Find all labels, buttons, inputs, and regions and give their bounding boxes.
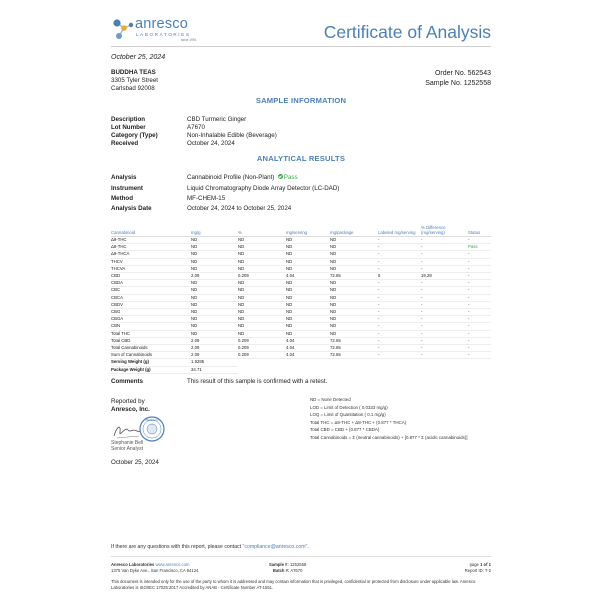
table-row — [111, 337, 491, 344]
table-cell: ND — [238, 323, 286, 330]
footer-divider — [111, 556, 491, 557]
table-cell: - — [468, 258, 491, 265]
empty-cell — [421, 366, 468, 373]
table-cell: - — [468, 337, 491, 344]
table-cell: - — [378, 244, 421, 251]
table-cell: ND — [286, 323, 330, 330]
table-row — [111, 323, 491, 330]
logo-name: anresco — [135, 16, 188, 32]
table-cell: ND — [330, 244, 378, 251]
analyst-block — [111, 440, 143, 452]
table-cell: ND — [191, 287, 238, 294]
table-cell: ND — [286, 251, 330, 258]
cannabinoid-name: CBN — [111, 323, 191, 330]
table-cell: 2.09 — [191, 352, 238, 359]
empty-cell — [468, 366, 491, 373]
reported-by-block — [111, 398, 150, 414]
table-cell: 0.209 — [238, 345, 286, 352]
table-row — [111, 330, 491, 337]
table-cell: - — [468, 251, 491, 258]
table-cell: ND — [286, 244, 330, 251]
table-cell: 2.09 — [191, 273, 238, 280]
table-row — [111, 352, 491, 359]
note-line: Total CBD = CBD + (0.877 * CBDA) — [310, 427, 380, 432]
empty-cell — [378, 366, 421, 373]
table-cell: ND — [286, 316, 330, 323]
cannabinoid-name: Total Cannabinoids — [111, 345, 191, 352]
table-cell: - — [378, 337, 421, 344]
table-cell: 5 — [378, 273, 421, 280]
comments-label: Comments — [111, 378, 143, 385]
table-cell: ND — [238, 244, 286, 251]
table-cell: - — [378, 330, 421, 337]
table-row — [111, 237, 491, 244]
table-cell: ND — [330, 330, 378, 337]
table-cell: - — [468, 330, 491, 337]
table-cell: ND — [191, 316, 238, 323]
table-cell: - — [421, 330, 468, 337]
signed-date: October 25, 2024 — [111, 459, 159, 466]
column-header: mg/g — [191, 224, 238, 237]
table-cell: 4.04 — [286, 345, 330, 352]
table-cell: - — [468, 273, 491, 280]
table-cell: - — [421, 316, 468, 323]
sample-number: Sample No. 1252558 — [425, 79, 491, 87]
table-cell: - — [468, 309, 491, 316]
empty-cell — [238, 359, 286, 366]
table-cell: 2.09 — [191, 345, 238, 352]
footer-page-info: page 1 of 1 Report ID: T-2 — [464, 562, 491, 573]
table-cell: ND — [238, 330, 286, 337]
table-row — [111, 251, 491, 258]
note-line: LOQ = Limit of Quantitation ( 0.1 mg/g) — [310, 412, 386, 417]
contact-text: If there are any questions with this report, please contact — [111, 544, 242, 550]
logo-since: since 1991 — [181, 38, 197, 42]
footer-lab-name: Anresco Laboratories — [111, 562, 155, 567]
table-cell: ND — [191, 265, 238, 272]
table-cell: ND — [191, 280, 238, 287]
table-cell: - — [468, 265, 491, 272]
table-cell: - — [421, 258, 468, 265]
accreditation-seal-icon — [139, 416, 165, 442]
table-cell: - — [421, 345, 468, 352]
table-cell: - — [378, 287, 421, 294]
footer-sample-info: Sample #: 1252558 Batch #: A7670 — [269, 562, 307, 573]
table-cell: 19.28 — [421, 273, 468, 280]
empty-cell — [421, 359, 468, 366]
cannabinoid-name: Total THC — [111, 330, 191, 337]
cannabinoid-name: Δ8-THC — [111, 244, 191, 251]
table-cell: ND — [191, 301, 238, 308]
coa-page: anresco LABORATORIES since 1991 Certificate of Analysis October 25, 2024 BUDDHA TEAS 3305 Tyler Street Carlsbad 92008 Order No. 562543 Sample No. 1252558 SAMPLE INFORMATION Description CBD Turmeric Ginger Lot Number A7670 Category (Type) Non-Inhalable Edible (Beverage) Received October 24, 2024 ANALYTICAL RESULTS Analysis Cannabinoid Profile (Non-Plant) Pass Instrument Liquid Chromatography Diode Array Detector (LC-DAD) Method MF-CHEM-15 Analysis Date October 24, 2024 to October 25, 2024 Cannabinoid mg/g % mg/serving mg/package Labeled mg/serving % Difference (mg/serving) Status Δ9-THC ND ND ND ND - - - Δ8-THC ND ND ND ND - - Pass Δ9-THCA ND ND ND ND - - - THCV ND ND ND ND - - - THCVA ND ND ND ND - - - CBD 2.09 0.209 4.04 72.65 5 19.28 - CBDA ND ND ND ND - - - CBC ND ND ND ND - - - CBCA ND ND ND ND - - - CBDV ND ND ND ND - - - CBG ND ND ND ND - - - CBGA ND ND ND ND - - - CBN ND ND ND ND - - - Total THC ND ND ND ND - - - Total CBD 2.09 0.209 4.04 72.65 - - - Total Cannabinoids 2.09 0.209 4.04 72.65 - - - Sum of Cannabinoids 2.09 0.209 4.04 72.65 - - - Serving Weight (g) 1.9285 Package Weight (g) 34.71 Comments This result of this sample is confirmed with a retest. Reported by Anresco, Inc. ANRESCO Stephanie Bell Senior Analyst October 25, 2024 ND = None Detected LOD = Limit of Detection ( 0.0333 mg/g) LOQ = Limit of Quantitation ( 0.1 mg/g) Total THC = Δ9-THC + Δ8-THC + (0.877 * THCA) Total CBD = CBD + (0.877 * CBDA) Total Cannabinoids = Σ (neutral cannabinoids) + [0.877 * Σ (acidic cannabinoids)] If there are any questions with this report, please contact "compliance@anresco.com". Anresco Laboratories www.anresco.com 1375 Van Dyke Ave., San Francisco, CA 94124 Sample #: 1252558 Batch #: A7670 page 1 of 1 Report ID: T-2 This document is intended only for the use of the party to whom it is addressed and may contain information that is privileged, confidential or protected from disclosure under applicable law. Anresco Laboratories is ISO/IEC 17025:2017 Accredited by ANAB - Certificate Number AT-1551. — [111, 16, 491, 590]
table-row — [111, 273, 491, 280]
empty-cell — [286, 359, 330, 366]
report-date: October 25, 2024 — [111, 54, 166, 61]
cannabinoid-name: Δ9-THCA — [111, 251, 191, 258]
pass-badge: Pass — [283, 174, 298, 181]
footer-batch-number: A7670 — [290, 568, 303, 573]
table-cell: - — [421, 251, 468, 258]
table-cell: - — [468, 280, 491, 287]
table-cell: ND — [238, 309, 286, 316]
table-cell: ND — [238, 280, 286, 287]
table-cell: ND — [330, 258, 378, 265]
table-cell: - — [468, 323, 491, 330]
cannabinoid-name: CBCA — [111, 294, 191, 301]
table-cell: - — [378, 345, 421, 352]
weight-value: 34.71 — [191, 366, 238, 373]
table-cell: - — [378, 265, 421, 272]
client-address — [111, 69, 158, 93]
disclaimer: This document is intended only for the use of the party to whom it is addressed and may contain information that is privileged, confidential or protected from disclosure under applicable law. Anresco Laboratories is ISO/IEC 17025:2017 Accredited by ANAB - Certificate Number AT-1551. — [111, 579, 476, 590]
table-cell: - — [378, 323, 421, 330]
table-cell: - — [421, 294, 468, 301]
table-cell: - — [378, 316, 421, 323]
table-row — [111, 294, 491, 301]
table-cell: - — [378, 258, 421, 265]
empty-cell — [286, 366, 330, 373]
table-cell: 4.04 — [286, 273, 330, 280]
cannabinoid-name: THCV — [111, 258, 191, 265]
table-cell: ND — [330, 237, 378, 244]
empty-cell — [378, 359, 421, 366]
table-cell: 72.65 — [330, 345, 378, 352]
table-cell: ND — [330, 323, 378, 330]
table-cell: - — [378, 352, 421, 359]
cannabinoid-name: CBGA — [111, 316, 191, 323]
table-cell: ND — [191, 244, 238, 251]
table-row — [111, 345, 491, 352]
column-header: % — [238, 224, 286, 237]
note-line: LOD = Limit of Detection ( 0.0333 mg/g) — [310, 404, 388, 410]
client-street: 3305 Tyler Street — [111, 77, 159, 84]
table-row — [111, 316, 491, 323]
table-cell: - — [468, 237, 491, 244]
cannabinoid-table — [111, 224, 491, 374]
table-cell: ND — [191, 309, 238, 316]
table-body — [111, 237, 491, 374]
column-header: Labeled mg/serving — [378, 224, 421, 237]
empty-cell — [330, 366, 378, 373]
table-cell: ND — [330, 280, 378, 287]
table-cell: 72.65 — [330, 352, 378, 359]
footer-lab-info — [111, 562, 198, 574]
table-row — [111, 287, 491, 294]
serving-weight-row — [111, 359, 491, 366]
table-cell: ND — [238, 316, 286, 323]
note-line: Total Cannabinoids = Σ (neutral cannabinoids) + [0.877 * Σ (acidic cannabinoids)] — [310, 434, 468, 440]
client-name: BUDDHA TEAS — [111, 69, 156, 76]
cannabinoid-name: CBC — [111, 287, 191, 294]
table-cell: - — [421, 237, 468, 244]
order-info — [425, 69, 491, 88]
definitions-notes — [310, 396, 468, 441]
table-cell: ND — [330, 251, 378, 258]
table-cell: ND — [191, 294, 238, 301]
table-cell: - — [378, 309, 421, 316]
table-cell: ND — [330, 287, 378, 294]
table-cell: ND — [238, 301, 286, 308]
table-row — [111, 244, 491, 251]
empty-cell — [468, 359, 491, 366]
table-cell: 0.209 — [238, 352, 286, 359]
note-line: Total THC = Δ9-THC + Δ8-THC + (0.877 * THCA) — [310, 419, 407, 425]
table-cell: 72.65 — [330, 337, 378, 344]
table-header-row — [111, 224, 491, 237]
cannabinoid-name: CBDA — [111, 280, 191, 287]
table-cell: 2.09 — [191, 337, 238, 344]
table-cell: - — [468, 316, 491, 323]
table-cell: ND — [238, 251, 286, 258]
analytical-results-heading: ANALYTICAL RESULTS — [256, 154, 346, 163]
package-weight-row — [111, 366, 491, 373]
table-cell: 4.04 — [286, 337, 330, 344]
analyst-title: Senior Analyst — [111, 446, 143, 452]
lab-name: Anresco, Inc. — [111, 406, 150, 413]
table-cell: ND — [238, 265, 286, 272]
weight-label: Package Weight (g) — [111, 366, 191, 373]
cannabinoid-name: Total CBD — [111, 337, 191, 344]
table-cell: ND — [330, 294, 378, 301]
sample-info-heading: SAMPLE INFORMATION — [255, 96, 347, 105]
order-number: Order No. 562543 — [434, 70, 491, 77]
footer-sample-number: 1252558 — [289, 562, 307, 567]
weight-label: Serving Weight (g) — [111, 359, 191, 366]
table-cell: ND — [286, 237, 330, 244]
column-header: Cannabinoid — [111, 224, 191, 237]
table-cell: ND — [238, 237, 286, 244]
column-header: mg/package — [330, 224, 378, 237]
cannabinoid-name: THCVA — [111, 265, 191, 272]
table-cell: ND — [330, 309, 378, 316]
table-cell: - — [468, 352, 491, 359]
comments-text: This result of this sample is confirmed with a retest. — [187, 378, 328, 385]
table-cell: - — [421, 309, 468, 316]
column-header: % Difference (mg/serving) — [421, 224, 468, 237]
table-cell: ND — [286, 309, 330, 316]
footer-address: 1375 Van Dyke Ave., San Francisco, CA 94124 — [111, 568, 199, 573]
analysis-value: Cannabinoid Profile (Non-Plant) — [187, 174, 275, 181]
cannabinoid-name: Sum of Cannabinoids — [111, 352, 191, 359]
client-city: Carlsbad 92008 — [111, 85, 155, 92]
table-row — [111, 280, 491, 287]
table-cell: - — [421, 323, 468, 330]
table-cell: - — [421, 244, 468, 251]
empty-cell — [238, 366, 286, 373]
table-cell: ND — [286, 280, 330, 287]
column-header: Status — [468, 224, 491, 237]
cannabinoid-name: CBD — [111, 273, 191, 280]
note-line: ND = None Detected — [310, 397, 351, 402]
table-cell: - — [468, 287, 491, 294]
empty-cell — [330, 359, 378, 366]
table-cell: ND — [286, 330, 330, 337]
table-cell: - — [468, 301, 491, 308]
page-number: 1 of 1 — [480, 562, 491, 567]
contact-line: If there are any questions with this report, please contact "compliance@anresco.com". — [111, 544, 309, 550]
anresco-logo — [111, 16, 201, 42]
table-cell: 0.209 — [238, 273, 286, 280]
cannabinoid-name: CBG — [111, 309, 191, 316]
analyst-name: Stephanie Bell — [111, 440, 144, 446]
table-cell: ND — [191, 251, 238, 258]
table-cell: ND — [286, 258, 330, 265]
table-cell: - — [468, 345, 491, 352]
table-row — [111, 301, 491, 308]
table-cell: 4.04 — [286, 352, 330, 359]
table-cell: - — [421, 265, 468, 272]
table-cell: 0.209 — [238, 337, 286, 344]
table-cell: ND — [238, 258, 286, 265]
reported-by-label: Reported by — [111, 398, 145, 405]
report-id: Report ID: T-2 — [464, 568, 491, 573]
table-cell: ND — [330, 316, 378, 323]
weight-value: 1.9285 — [191, 359, 238, 366]
footer-website-link[interactable]: www.anresco.com — [155, 562, 190, 567]
table-cell: ND — [286, 265, 330, 272]
pass-check-icon — [278, 174, 283, 179]
table-cell: ND — [286, 294, 330, 301]
logo-molecule-icon — [111, 16, 135, 42]
table-row — [111, 265, 491, 272]
table-cell: - — [421, 352, 468, 359]
table-cell: 72.65 — [330, 273, 378, 280]
table-cell: - — [378, 294, 421, 301]
table-cell: - — [421, 287, 468, 294]
table-cell: ND — [330, 265, 378, 272]
table-cell: ND — [286, 301, 330, 308]
logo-subtitle: LABORATORIES — [136, 32, 191, 37]
column-header: mg/serving — [286, 224, 330, 237]
table-cell: - — [378, 251, 421, 258]
table-cell: - — [378, 237, 421, 244]
table-cell: ND — [286, 287, 330, 294]
document-title: Certificate of Analysis — [323, 22, 491, 42]
table-cell: ND — [238, 294, 286, 301]
table-cell: Pass — [468, 244, 491, 251]
table-cell: ND — [330, 301, 378, 308]
table-cell: ND — [191, 330, 238, 337]
table-cell: ND — [191, 237, 238, 244]
table-cell: - — [421, 337, 468, 344]
svg-text:ANRESCO: ANRESCO — [145, 419, 159, 423]
cannabinoid-name: CBDV — [111, 301, 191, 308]
table-row — [111, 309, 491, 316]
table-cell: - — [468, 294, 491, 301]
table-row — [111, 258, 491, 265]
table-cell: ND — [191, 258, 238, 265]
table-cell: - — [421, 280, 468, 287]
contact-email-link[interactable]: "compliance@anresco.com" — [242, 544, 308, 550]
cannabinoid-name: Δ9-THC — [111, 237, 191, 244]
table-cell: ND — [191, 323, 238, 330]
header-divider — [111, 46, 491, 47]
table-cell: ND — [238, 287, 286, 294]
table-cell: - — [421, 301, 468, 308]
table-cell: - — [378, 301, 421, 308]
table-cell: - — [378, 280, 421, 287]
